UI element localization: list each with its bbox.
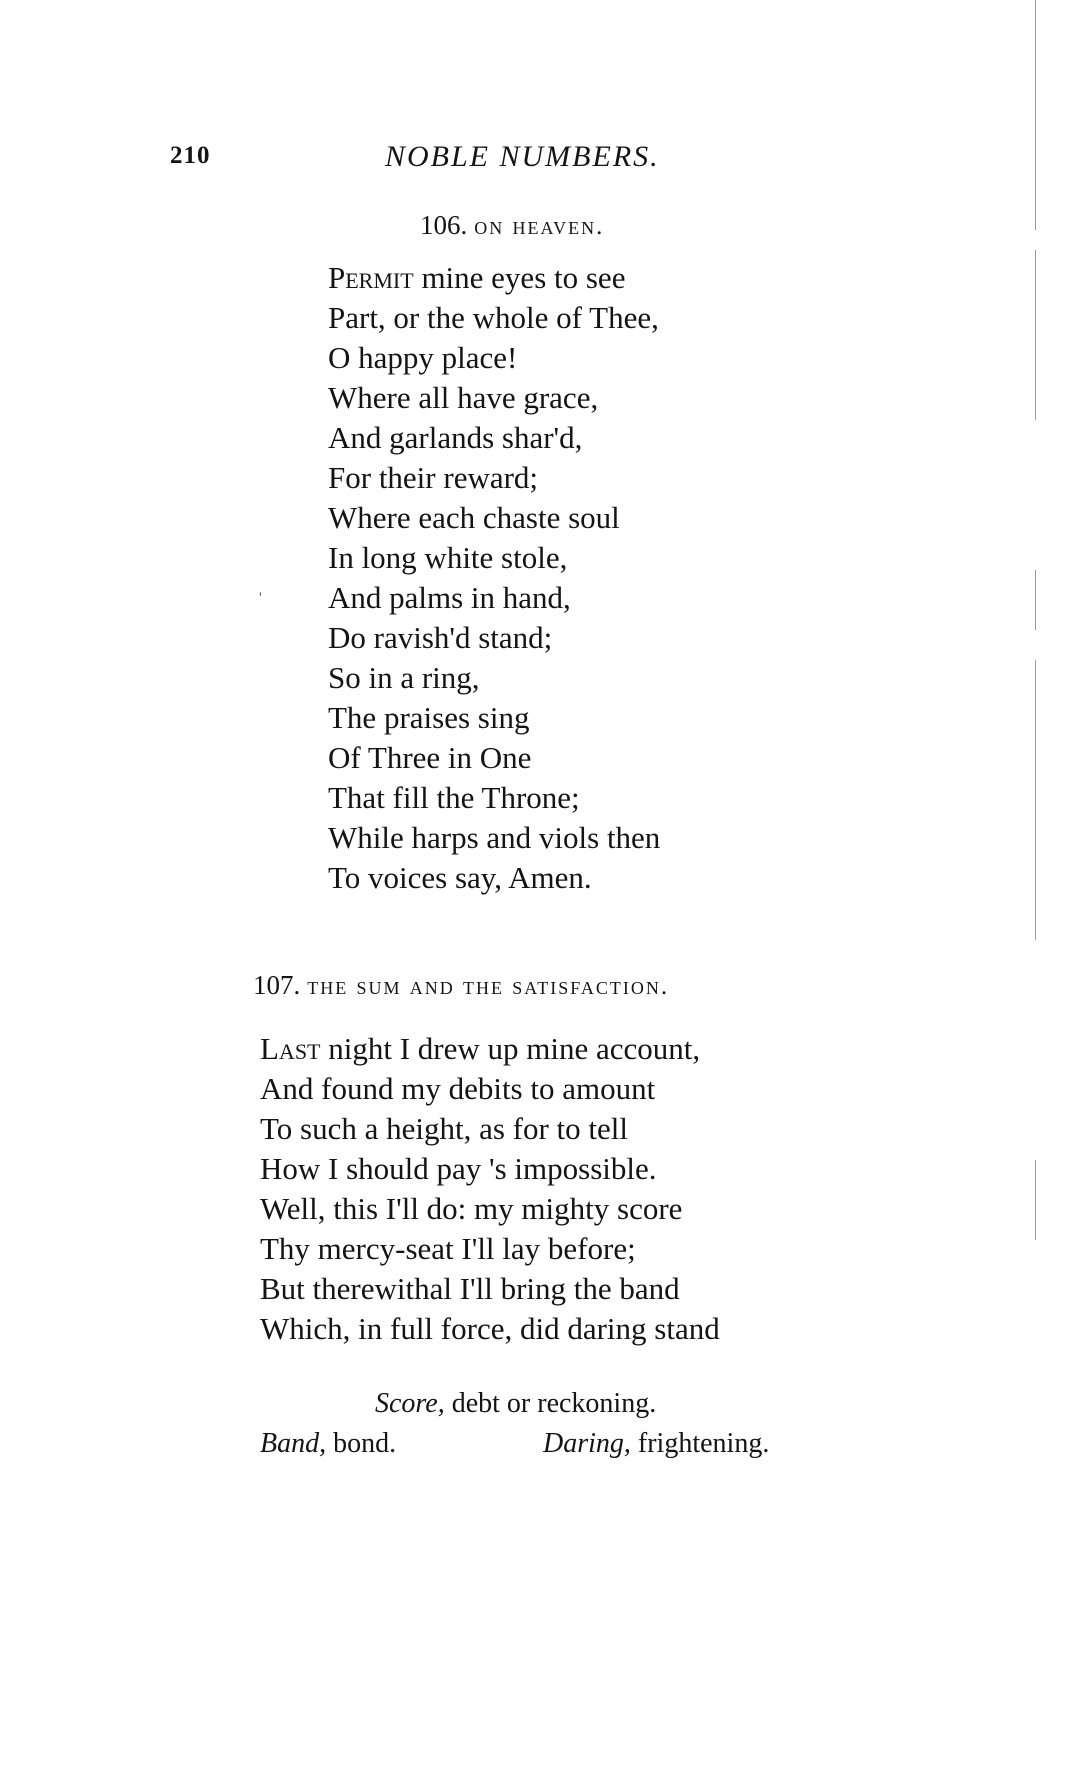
footnote-daring [543,1428,769,1460]
poem-106-line: So in a ring, [328,660,480,695]
running-head: NOBLE NUMBERS. [385,140,660,173]
poem-106-line: While harps and viols then [328,820,661,855]
poem-106-line: To voices say, Amen. [328,860,592,895]
page-number: 210 [170,142,211,169]
poem-106-line: For their reward; [328,460,539,495]
poem-106-line: In long white stole, [328,540,568,575]
poem-106-title [420,210,604,241]
poem-106-line: Do ravish'd stand; [328,620,553,655]
scan-edge-mark [1035,0,1036,230]
stray-mark: ' [259,590,262,607]
poem-106-line: Of Three in One [328,740,532,775]
poem-107-line: But therewithal I'll bring the band [260,1271,680,1306]
poem-107-line: Which, in full force, did daring stand [260,1311,720,1346]
poem-106-first-word: Permit [328,260,414,295]
poem-107-line-1 [260,1029,720,1069]
poem-106-line: That fill the Throne; [328,780,580,815]
scan-edge-mark [1035,570,1036,630]
footnote-daring-def: frightening. [630,1428,770,1459]
footnote-score-term: Score, [375,1388,445,1419]
scan-edge-mark [1035,660,1036,940]
poem-107-line: Thy mercy-seat I'll lay before; [260,1231,636,1266]
poem-106-line-1 [328,258,660,298]
poem-106-title-text: on heaven. [474,213,605,240]
poem-107-title-text: the sum and the satisfaction. [307,973,670,1000]
poem-107-number: 107. [253,970,301,1000]
footnote-band [260,1428,396,1460]
poem-106-line: Where all have grace, [328,380,599,415]
poem-106-lines [328,258,660,898]
scan-edge-mark [1035,250,1036,420]
poem-106-line: Part, or the whole of Thee, [328,300,659,335]
poem-106-line: The praises sing [328,700,530,735]
poem-107-first-line-rest: night I drew up mine account, [320,1031,701,1066]
poem-106-line: And palms in hand, [328,580,571,615]
poem-106-line: And garlands shar'd, [328,420,583,455]
footnote-daring-term: Daring, [543,1428,631,1459]
footnote-score-def: debt or reckoning. [444,1388,657,1419]
footnote-band-def: bond. [326,1428,397,1459]
poem-106-number: 106. [420,210,468,240]
poem-106-line: O happy place! [328,340,518,375]
poem-107-title [253,970,669,1001]
poem-107-line: To such a height, as for to tell [260,1111,629,1146]
poem-107-line: Well, this I'll do: my mighty score [260,1191,683,1226]
footnote-band-term: Band, [260,1428,327,1459]
poem-107-line: How I should pay 's impossible. [260,1151,657,1186]
scan-edge-mark [1035,1160,1036,1240]
poem-106-line: Where each chaste soul [328,500,620,535]
poem-106-first-line-rest: mine eyes to see [413,260,626,295]
footnote-score [375,1388,656,1420]
poem-107-line: And found my debits to amount [260,1071,656,1106]
poem-107-first-word: Last [260,1031,321,1066]
poem-107-lines [260,1029,720,1349]
